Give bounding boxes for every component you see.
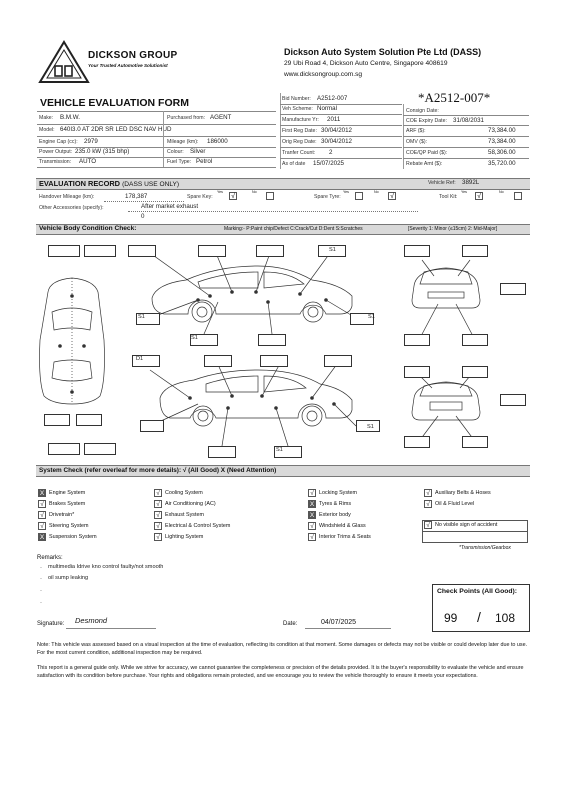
status-box-windshield[interactable]: √ (308, 522, 316, 530)
disclaimer-text: This report is a general guide only. While we strive for accuracy, we cannot guarantee the completeness or precision of the details provided. It is the buyer's responsibility to evaluate the vehicle and ensure satisfaction with its condition before purchase. Your rights and obligations remain protected, and we encourage you to review the vehicle thoroughly to ensure it meets your expectations. (37, 665, 524, 679)
system-label-exhaust: Exhaust System (165, 512, 204, 518)
car-rear-view (412, 382, 480, 420)
checkpoints-label: Check Points (All Good): (437, 588, 518, 595)
transfer-value: 2 (329, 149, 333, 156)
dickson-logo-icon (38, 40, 90, 84)
rebate-label: Rebate Amt ($): (406, 161, 443, 167)
fuel-label: Fuel Type: (167, 159, 192, 165)
spare-tyre-no-box[interactable]: √ (388, 192, 396, 200)
logo-name: DICKSON GROUP (88, 50, 178, 61)
logo-tagline: Your Trusted Automotive Solutionist (88, 63, 168, 68)
arf-label: ARF ($): (406, 128, 426, 134)
power-value: 235.0 kW (315 bhp) (75, 148, 130, 155)
status-box-brakes[interactable]: √ (38, 500, 46, 508)
condition-box[interactable] (404, 245, 430, 257)
status-box-lighting[interactable]: √ (154, 533, 162, 541)
car-diagram (0, 234, 566, 464)
omv-label: OMV ($): (406, 139, 428, 145)
coe-expiry-value: 31/08/2031 (453, 117, 484, 124)
condition-box[interactable] (204, 355, 232, 367)
fuel-value: Petrol (196, 158, 213, 165)
consign-label: Consign Date: (406, 108, 439, 114)
status-box-exhaust[interactable]: √ (154, 511, 162, 519)
system-label-electrical: Electrical & Control System (165, 523, 231, 529)
vehicle-ref-value: 3892L (462, 179, 480, 186)
severity-legend: [Severity 1: Minor (≤15cm) 2: Mid-Major] (408, 225, 498, 232)
condition-box[interactable] (48, 245, 80, 257)
damage-mark: S1 (191, 335, 198, 341)
model-value: 640I3.0 AT 2DR SR LED DSC NAV HUD (60, 126, 172, 133)
vehicle-ref-label: Vehicle Ref: (428, 180, 456, 186)
condition-box[interactable] (76, 414, 102, 426)
empty-box (422, 531, 528, 543)
condition-box[interactable] (48, 443, 80, 455)
status-box-drivetrain[interactable]: √ (38, 511, 46, 519)
condition-box[interactable] (404, 366, 430, 378)
scheme-label: Veh Scheme: (282, 106, 313, 112)
damage-mark: S1 (276, 447, 283, 453)
remark-bullet: · (40, 600, 42, 606)
system-label-interior: Interior Trims & Seats (319, 534, 371, 540)
body-check-title: Vehicle Body Condition Check: (39, 225, 137, 232)
condition-box[interactable] (404, 334, 430, 346)
car-front-view (412, 268, 480, 308)
scheme-value: Normal (317, 105, 337, 112)
spare-tyre-yes-box[interactable] (355, 192, 363, 200)
date-label: Date: (283, 621, 298, 627)
tool-kit-label: Tool Kit: (439, 194, 458, 200)
coe-expiry-label: COE Expiry Date: (406, 118, 447, 124)
checkpoints-good: 99 (444, 611, 458, 625)
system-label-cooling: Cooling System (165, 490, 203, 496)
system-label-tyres: Tyres & Rims (319, 501, 352, 507)
system-label-ac: Air Conditioning (AC) (165, 501, 216, 507)
handover-label: Handover Mileage (km): (39, 194, 95, 200)
spare-key-no-box[interactable] (266, 192, 274, 200)
system-label-accident: No visible sign of accident (435, 522, 498, 528)
system-label-engine: Engine System (49, 490, 86, 496)
condition-box[interactable] (324, 355, 352, 367)
orig-reg-value: 30/04/2012 (321, 138, 352, 145)
system-label-locking: Locking System (319, 490, 358, 496)
condition-box[interactable] (260, 355, 288, 367)
remark-bullet: · (40, 588, 42, 594)
evaluation-subtitle: (DASS USE ONLY) (122, 181, 180, 188)
engine-value: 2979 (84, 138, 98, 145)
coe-paid-value: 58,306.00 (488, 149, 516, 156)
system-label-lighting: Lighting System (165, 534, 204, 540)
condition-box[interactable] (84, 443, 116, 455)
condition-box[interactable] (44, 414, 70, 426)
tool-kit-no-box[interactable] (514, 192, 522, 200)
spare-tyre-no-label: No (374, 190, 379, 194)
model-label: Model: (39, 127, 55, 133)
car-side-view-lower (160, 370, 352, 418)
condition-box[interactable] (462, 334, 488, 346)
car-side-view-upper (152, 266, 352, 314)
evaluation-title (39, 180, 179, 189)
status-box-exterior[interactable]: X (309, 512, 315, 519)
status-box-engine[interactable]: X (39, 490, 45, 497)
remarks-label: Remarks: (37, 555, 63, 561)
spare-key-yes-box[interactable]: √ (229, 192, 237, 200)
system-label-brakes: Brakes System (49, 501, 86, 507)
damage-mark: S1 (367, 424, 374, 430)
status-box-belts[interactable]: √ (424, 489, 432, 497)
tool-kit-yes-box[interactable]: √ (475, 192, 483, 200)
note-text: Note: This vehicle was assessed based on a visual inspection at the time of evaluation, reflecting its condition at that moment. Some damages or defects may not be visible or could develop later due to use. For the most current condition, additional inspection may be required. (37, 642, 528, 656)
condition-box[interactable] (198, 245, 226, 257)
condition-box[interactable] (256, 245, 284, 257)
signature-value: Desmond (75, 616, 108, 625)
damage-mark: S1 (368, 314, 375, 320)
company-address: 29 Ubi Road 4, Dickson Auto Centre, Singapore 408619 (284, 60, 448, 67)
tool-kit-yes-label: Yes (461, 190, 467, 194)
system-label-belts: Auxiliary Belts & Hoses (435, 490, 491, 496)
status-box-electrical[interactable]: √ (154, 522, 162, 530)
date-value: 04/07/2025 (321, 619, 357, 626)
transmission-label: Transmission: (39, 159, 72, 165)
checkpoints-total: 108 (495, 611, 516, 625)
status-box-oil[interactable]: √ (424, 500, 432, 508)
company-logo (38, 40, 90, 84)
make-value: B.M.W. (60, 114, 80, 121)
purchased-label: Purchased from: (167, 115, 206, 121)
condition-box[interactable] (462, 366, 488, 378)
condition-box[interactable] (208, 446, 236, 458)
system-check-title: System Check (refer overleaf for more details): √ (All Good) X (Need Attention) (39, 466, 277, 474)
handwritten-ref: *A2512-007* (418, 90, 491, 105)
rebate-value: 35,720.00 (488, 160, 516, 167)
spare-tyre-yes-label: Yes (343, 190, 349, 194)
other-accessories-value-2: 0 (141, 213, 145, 220)
power-label: Power Output: (39, 149, 73, 155)
system-label-oil: Oil & Fluid Level (435, 501, 475, 507)
first-reg-label: First Reg Date: (282, 128, 317, 134)
damage-mark: S1 (329, 247, 336, 253)
company-website: www.dicksongroup.com.sg (284, 71, 363, 78)
spare-key-label: Spare Key: (187, 194, 213, 200)
evaluation-title-text: EVALUATION RECORD (39, 179, 121, 188)
transfer-label: Tranfer Count: (282, 150, 316, 156)
make-label: Make: (39, 115, 54, 121)
mileage-value: 186000 (207, 138, 228, 145)
condition-box[interactable] (462, 436, 488, 448)
status-box-tyres[interactable]: X (309, 501, 315, 508)
spare-tyre-label: Spare Tyre: (314, 194, 341, 200)
colour-value: Silver (190, 148, 206, 155)
bid-number-value: A2512-007 (317, 95, 348, 102)
status-box-cooling[interactable]: √ (154, 489, 162, 497)
orig-reg-label: Orig Reg Date: (282, 139, 317, 145)
system-label-windshield: Windshield & Glass (319, 523, 366, 529)
status-box-interior[interactable]: √ (308, 533, 316, 541)
system-label-steering: Steering System (49, 523, 89, 529)
system-label-suspension: Suspension System (49, 534, 97, 540)
remark-bullet: · (40, 565, 42, 571)
remark-line: multimedia Idrive kno control faulty/not smooth (48, 564, 164, 570)
condition-box[interactable] (404, 436, 430, 448)
status-box-locking[interactable]: √ (308, 489, 316, 497)
other-accessories-label: Other Accessories (specify): (39, 205, 104, 211)
damage-mark: D1 (136, 356, 144, 362)
first-reg-value: 30/04/2012 (321, 127, 352, 134)
manufacture-value: 2011 (327, 116, 341, 123)
condition-box[interactable] (500, 394, 526, 406)
bid-number-label: Bid Number: (282, 96, 311, 102)
transmission-footnote: *Transmission/Gearbox (459, 545, 511, 551)
manufacture-label: Manufacture Yr: (282, 117, 319, 123)
spare-key-no-label: No (252, 190, 257, 194)
system-label-drivetrain: Drivetrain* (49, 512, 75, 518)
damage-mark: S1 (138, 314, 145, 320)
form-title: VEHICLE EVALUATION FORM (40, 97, 189, 109)
handover-value: 178,387 (125, 193, 148, 200)
engine-label: Engine Cap (cc): (39, 139, 78, 145)
checkpoints-sep: / (477, 609, 481, 625)
condition-box[interactable] (140, 420, 164, 432)
tool-kit-no-label: No (499, 190, 504, 194)
status-box-steering[interactable]: √ (38, 522, 46, 530)
transmission-value: AUTO (79, 158, 97, 165)
purchased-value: AGENT (210, 114, 232, 121)
colour-label: Colour: (167, 149, 184, 155)
mileage-label: Mileage (km): (167, 139, 199, 145)
condition-box[interactable] (462, 245, 488, 257)
system-label-exterior: Exterior body (319, 512, 351, 518)
spare-key-yes-label: Yes (217, 190, 223, 194)
other-accessories-value: After market exhaust (141, 203, 199, 210)
status-box-ac[interactable]: √ (154, 500, 162, 508)
remark-line: oil sump leaking (48, 575, 89, 581)
condition-box[interactable] (258, 334, 286, 346)
company-name: Dickson Auto System Solution Pte Ltd (DASS) (284, 47, 482, 57)
status-box-suspension[interactable]: X (39, 534, 45, 541)
signature-label: Signature: (37, 621, 65, 627)
coe-paid-label: COE/QP Paid ($): (406, 150, 448, 156)
marking-legend: Marking:- P:Paint chip/Defect C:Crack/Cut D:Dent S:Scratches (224, 225, 363, 232)
arf-value: 73,384.00 (488, 127, 516, 134)
asof-value: 15/07/2025 (313, 160, 344, 167)
asof-label: As of date (282, 161, 306, 167)
condition-box[interactable] (128, 245, 156, 257)
condition-box[interactable] (500, 283, 526, 295)
condition-box[interactable] (84, 245, 116, 257)
omv-value: 73,384.00 (488, 138, 516, 145)
status-box-accident[interactable]: √ (424, 521, 432, 529)
remark-bullet: · (40, 576, 42, 582)
